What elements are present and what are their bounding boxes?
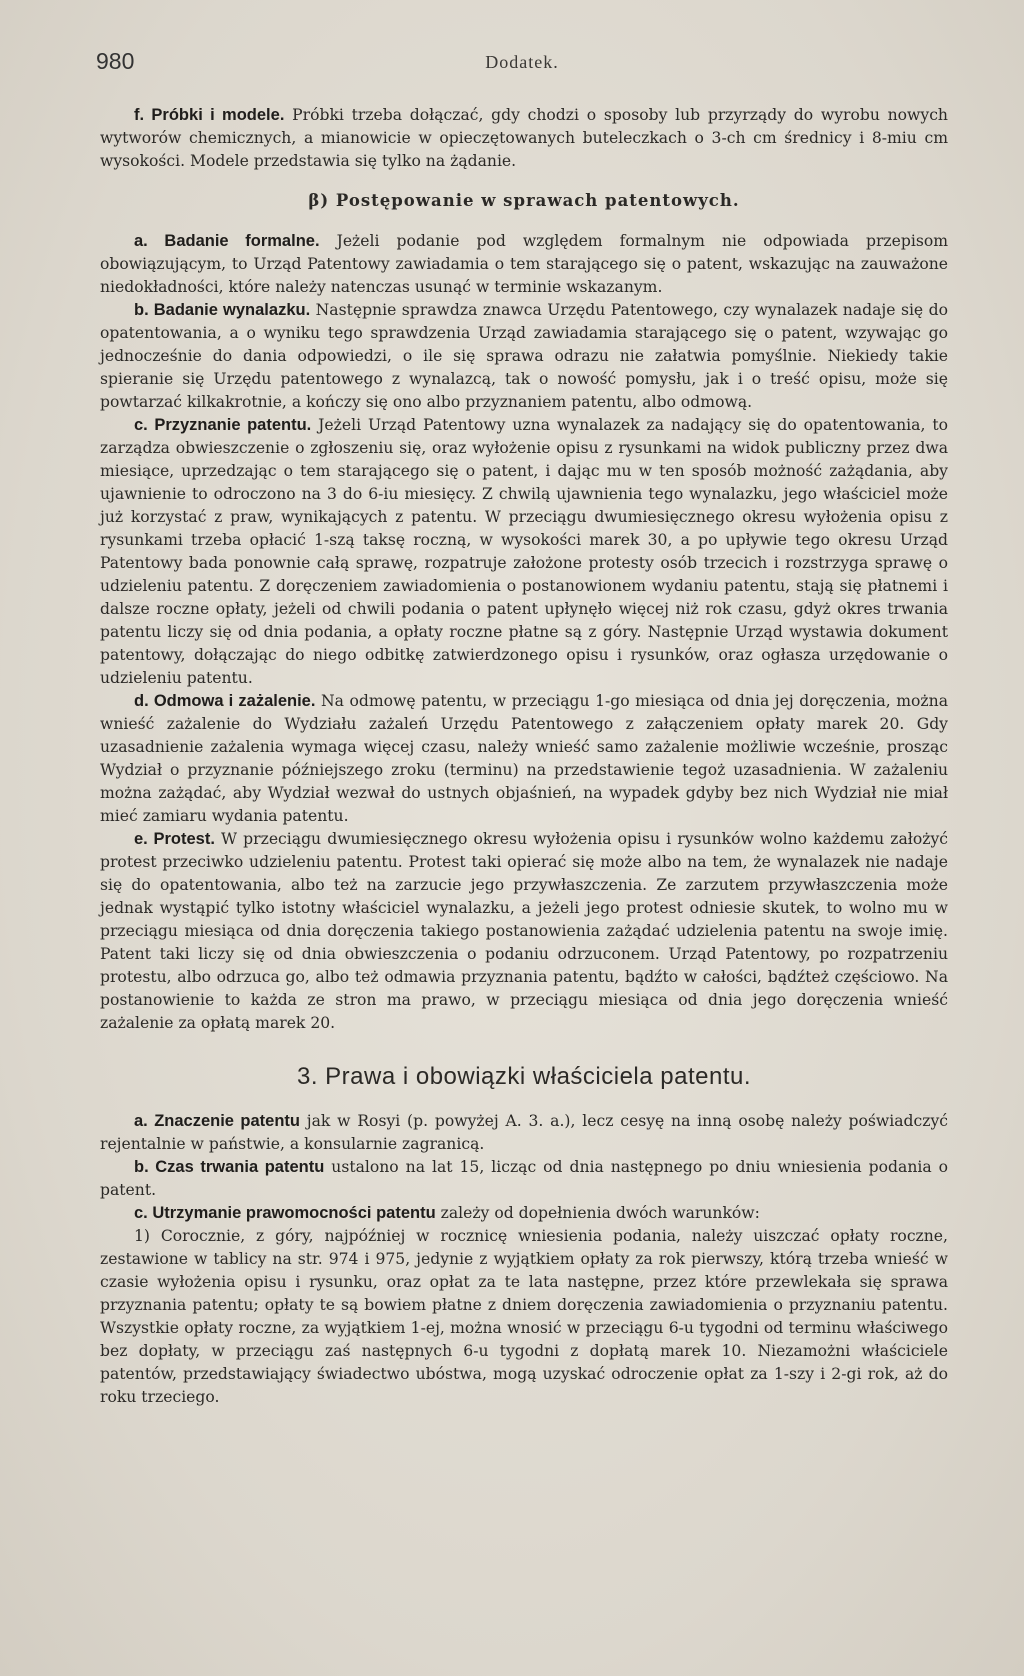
paragraph-e-lead: e. Protest. (134, 830, 215, 848)
paragraph-c-text: Jeżeli Urząd Patentowy uzna wynalazek za nadający się do opatentowania, to zarządza obwieszczenie o zgłoszeniu się, oraz wyłożenie opisu z rysunkami na widok publiczny przez dwa miesiące, uprzedzając o tem starającego się o patent, i dając mu w ten sposób możność zażądania, aby ujawnienie to odroczono na 3 do 6-iu miesięcy. Z chwilą ujawnienia tego wynalazku, jego właściciel może już korzystać z praw, wynikających z patentu. W przeciągu dwumiesięcznego okresu wyłożenia opisu z rysunkami trzeba opłacić 1-szą taksę roczną, w wysokości marek 30, a po upływie tego okresu Urząd Patentowy bada ponownie całą sprawę, rozpatruje założone protesty osób trzecich i rozstrzyga sprawę o udzieleniu patentu. Z doręczeniem zawiadomienia o postanowionem wydaniu patentu, stają się płatnemi i dalsze roczne opłaty, jeżeli od chwili podania o patent upłynęło więcej niż rok czasu, gdyż okres trwania patentu liczy się od dnia podania, a opłaty roczne płatne są z góry. Następnie Urząd wystawia dokument patentowy, dołączając do niego odbitkę zatwierdzonego opisu i rysunków, oraz ogłasza urzędowanie o udzieleniu patentu. (100, 416, 949, 687)
paragraph-3c-1: 1) Corocznie, z góry, najpóźniej w rocznicę wniesienia podania, należy uiszczać opłaty roczne, zestawione w tablicy na str. 974 i 975, jedynie z wyjątkiem opłaty za rok pierwszy, którą trzeba wnieść w czasie wyłożenia opisu i rysunku, oraz opłat za te lata następne, przez które przewlekała się sprawa przyznania patentu; opłaty te są bowiem płatne z dniem doręczenia zawiadomienia o przyznaniu patentu. Wszystkie opłaty roczne, za wyjątkiem 1-ej, można wnosić w przeciągu 6-u tygodni od terminu właściwego bez dopłaty, w przeciągu zaś następnych 6-u tygodni z dopłatą marek 10. Niezamożni właściciele patentów, przedstawiający świadectwo ubóstwa, mogą uzyskać odroczenie opłat za 1-szy i 2-gi rok, aż do roku trzeciego. (100, 1227, 948, 1406)
paragraph-b (100, 299, 948, 414)
paragraph-3a-text: jak w Rosyi (p. powyżej A. 3. a.), lecz cesyę na inną osobę należy poświadczyć rejentalnie w państwie, a konsularnie zagranicą. (100, 1112, 948, 1153)
paragraph-3c (100, 1202, 948, 1225)
section-3-heading: 3. Prawa i obowiązki właściciela patentu. (296, 1063, 752, 1090)
paragraph-3b-lead: b. Czas trwania patentu (134, 1158, 325, 1176)
paragraph-e (100, 828, 948, 1035)
paragraph-a-text: Jeżeli podanie pod względem formalnym nie odpowiada przepisom obowiązującym, to Urząd Patentowy zawiadamia o tem starającego się o patent, wskazując na zauważone niedokładności, które należy natenczas usunąć w terminie wskazanym. (100, 232, 948, 296)
paragraph-3c-lead: c. Utrzymanie prawomocności patentu (134, 1204, 436, 1222)
paragraph-3a (100, 1110, 948, 1156)
paragraph-f-text: Próbki trzeba dołączać, gdy chodzi o sposoby lub przyrządy do wyrobu nowych wytworów chemicznych, a mianowicie w opieczętowanych buteleczkach o 3-ch cm średnicy i 8-miu cm wysokości. Modele przedstawia się tylko na żądanie. (100, 106, 948, 170)
paragraph-e-text: W przeciągu dwumiesięcznego okresu wyłożenia opisu i rysunków wolno każdemu założyć protest przeciwko udzieleniu patentu. Protest taki opierać się może albo na tem, że wynalazek nie nadaje się do opatentowania, albo też na zarzucie jego przywłaszczenia. Ze zarzutem przywłaszczenia może jednak wystąpić tylko istotny właściciel wynalazku, a jeżeli jego protest odniesie skutek, to wolno mu w przeciągu miesiąca od dnia doręczenia takiego postanowienia zażądać udzielenia patentu na swoje imię. Patent taki liczy się od dnia obwieszczenia o podaniu odrzuconem. Urząd Patentowy, po rozpatrzeniu protestu, albo odrzuca go, albo też odmawia przyznania patentu, bądźto w całości, bądźteż częściowo. Na postanowienie to każda ze stron ma prawo, w przeciągu miesiąca od dnia jego doręczenia wnieść zażalenie za opłatą marek 20. (100, 830, 948, 1032)
paragraph-c-lead: c. Przyznanie patentu. (134, 416, 312, 434)
paragraph-b-lead: b. Badanie wynalazku. (134, 301, 311, 319)
page-header (96, 48, 948, 88)
paragraph-a (100, 230, 948, 299)
running-title: Dodatek. (485, 52, 559, 72)
paragraph-3c-text: zależy od dopełnienia dwóch warunków: (435, 1204, 760, 1222)
paragraph-d-lead: d. Odmowa i zażalenie. (134, 692, 316, 710)
paragraph-f-lead: f. Próbki i modele. (134, 106, 285, 124)
body-text (100, 104, 948, 1409)
paragraph-c (100, 414, 948, 690)
page-number: 980 (96, 48, 135, 74)
paragraph-a-lead: a. Badanie formalne. (134, 232, 320, 250)
subheading-beta: β) Postępowanie w sprawach patentowych. (308, 191, 740, 210)
paragraph-b-text: Następnie sprawdza znawca Urzędu Patentowego, czy wynalazek nadaje się do opatentowania, a o wyniku tego sprawdzenia Urząd zawiadamia starającego się o patent, wzywając go jednocześnie do dania odpowiedzi, o ile się sprawa odrazu nie załatwia pomyślnie. Niekiedy takie spieranie się Urzędu patentowego z wynalazcą, tak o nowość pomysłu, jak i o treść opisu, może się powtarzać kilkakrotnie, a kończy się ono albo przyznaniem patentu, albo odmową. (100, 301, 949, 411)
paragraph-3a-lead: a. Znaczenie patentu (134, 1112, 300, 1130)
paragraph-d-text: Na odmowę patentu, w przeciągu 1-go miesiąca od dnia jej doręczenia, można wnieść zażalenie do Wydziału zażaleń Urzędu Patentowego z załączeniem opłaty marek 20. Gdy uzasadnienie zażalenia wymaga więcej czasu, należy wnieść samo zażalenie możliwie wcześnie, prosząc Wydział o przyznanie późniejszego zroku (terminu) na przedstawienie tegoż uzasadnienia. W zażaleniu można zażądać, aby Wydział wezwał do ustnych objaśnień, na wypadek gdyby bez nich Wydział nie miał mieć zamiaru wydania patentu. (100, 692, 948, 825)
paragraph-3b-text: ustalono na lat 15, licząc od dnia następnego po dniu wniesienia podania o patent. (100, 1158, 948, 1199)
paragraph-d (100, 690, 948, 828)
paragraph-f (100, 104, 948, 173)
paragraph-3b (100, 1156, 948, 1202)
